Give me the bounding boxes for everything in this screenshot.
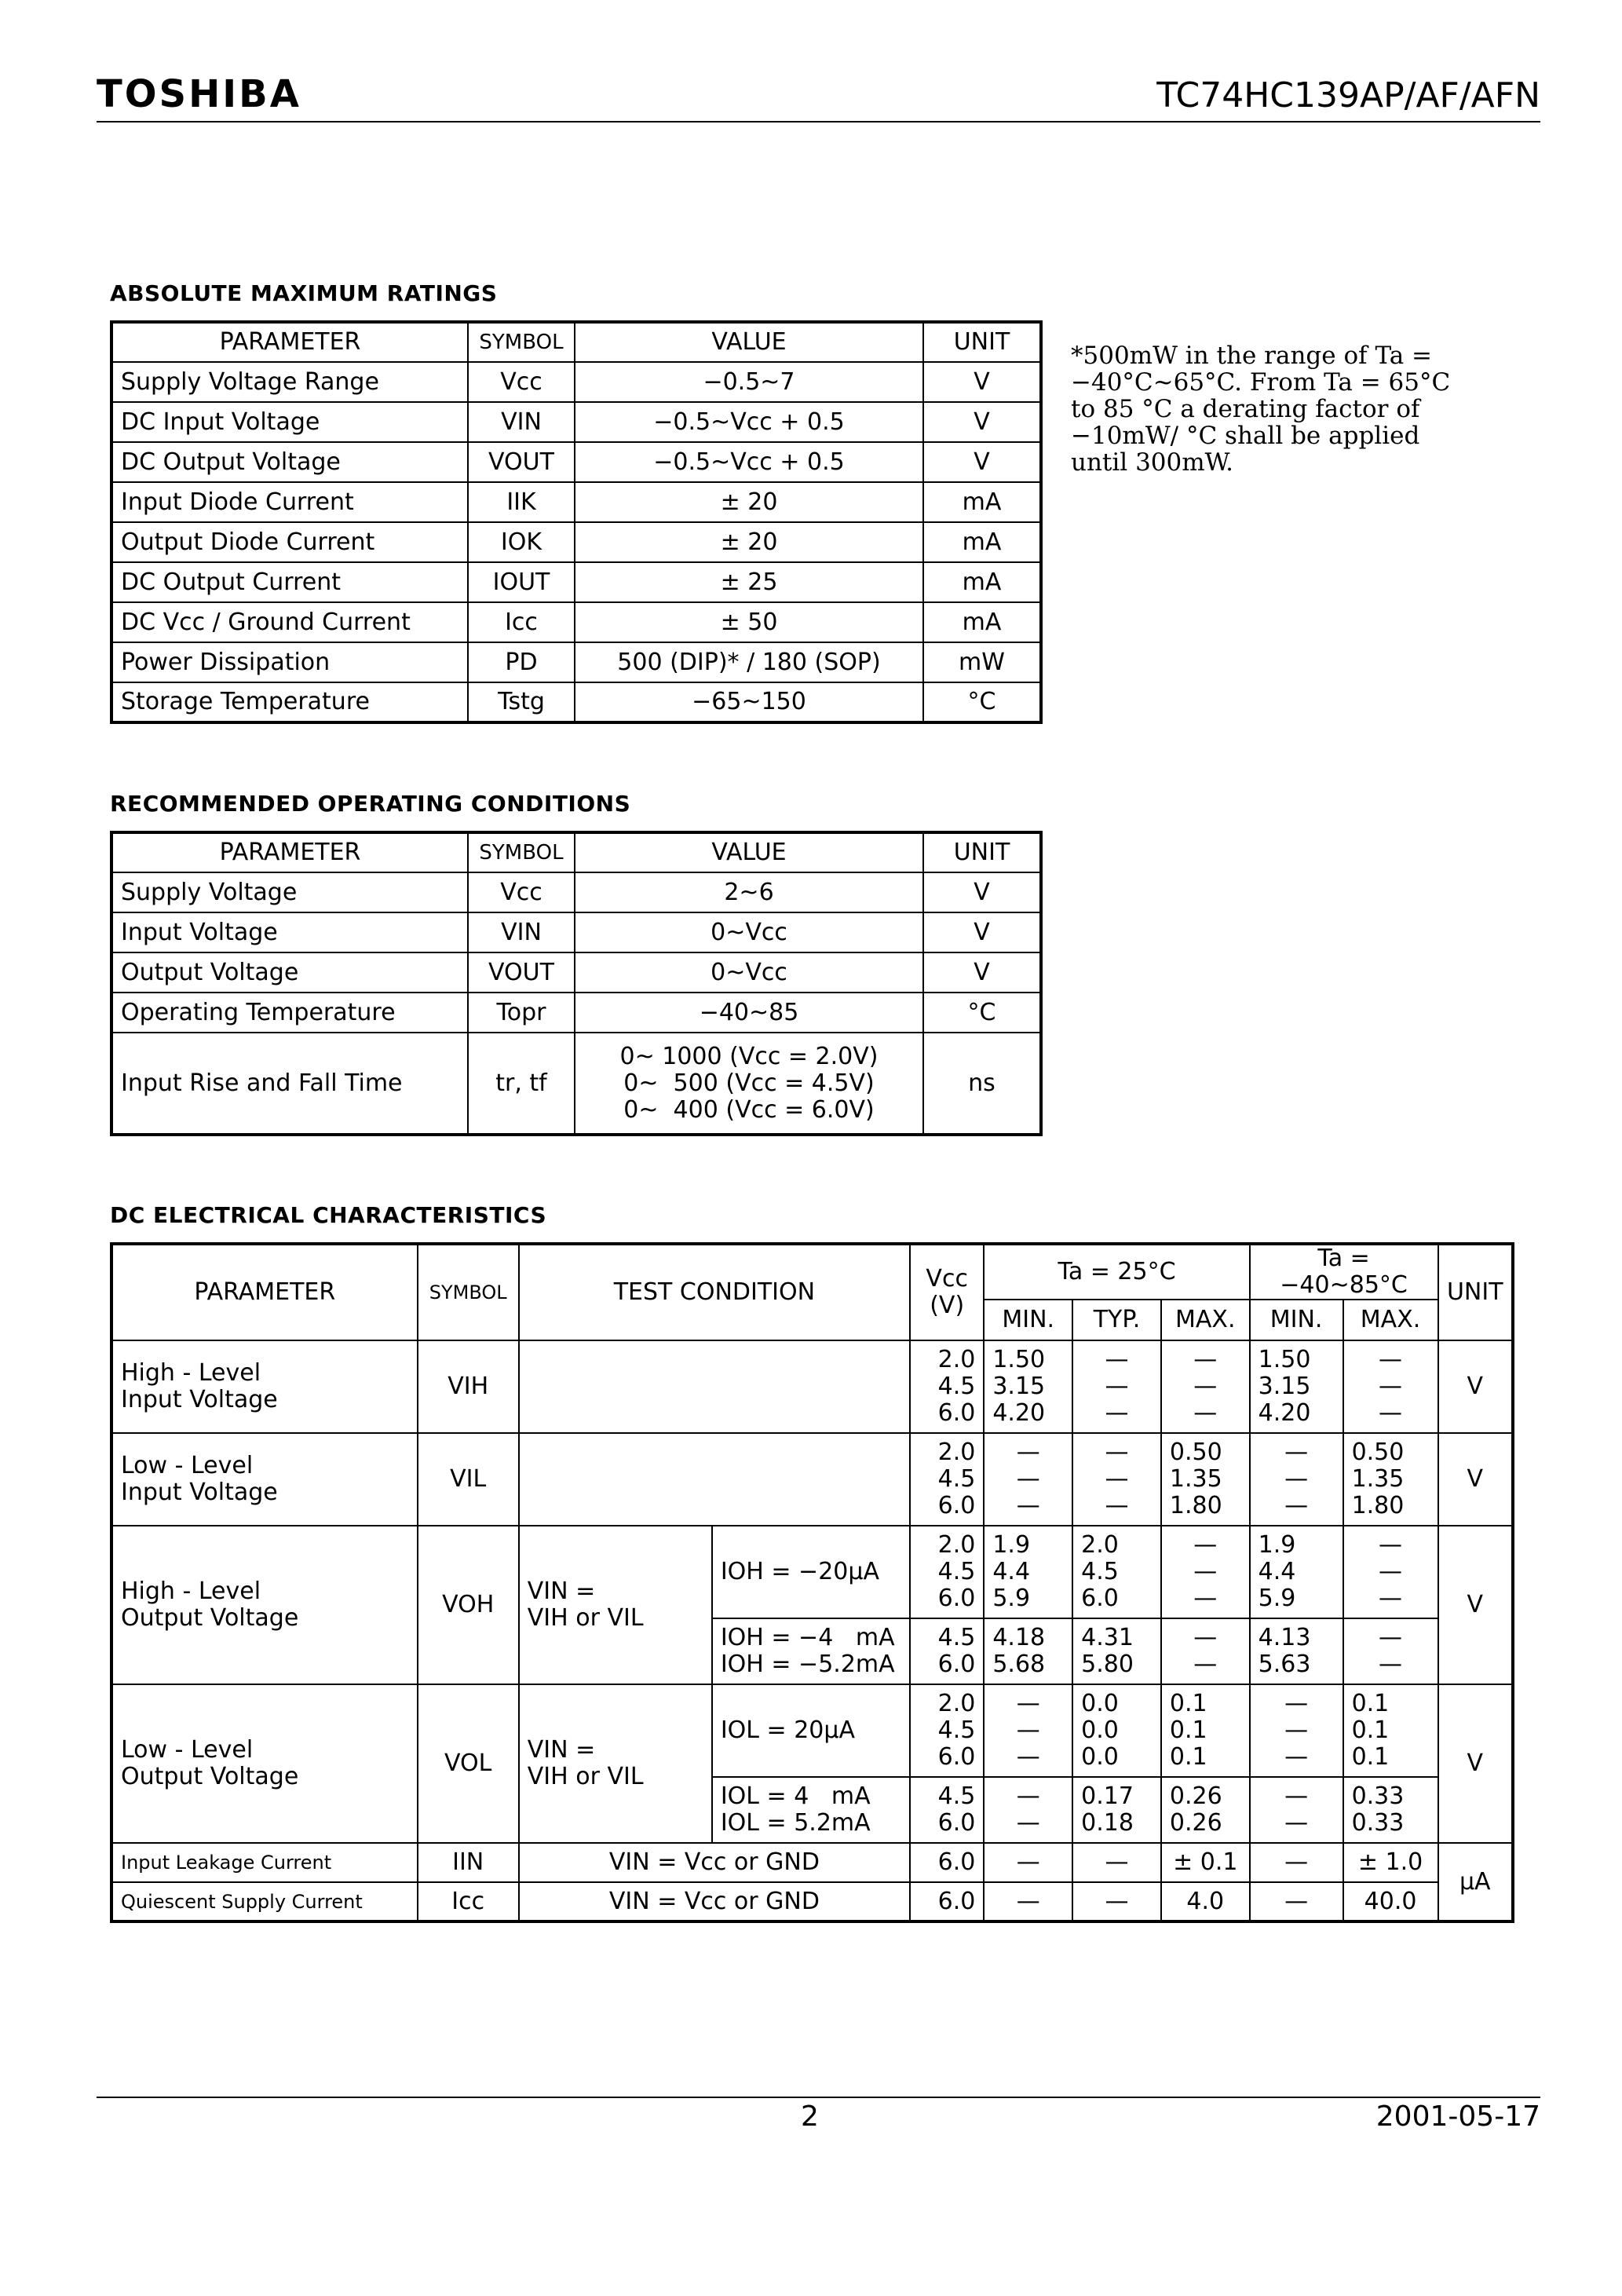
row-min: 4.18 5.68 [992,1624,1046,1678]
row-value: −0.5~7 [575,362,923,402]
table-row [111,442,1041,482]
row-parameter: Supply Voltage [111,872,468,912]
row-value: −0.5~Vcc + 0.5 [575,402,923,442]
header-vcc-unit: (V) [930,1292,965,1319]
row-symbol: Vcc [468,362,575,402]
table-row [111,562,1041,602]
row-unit: V [923,912,1041,952]
row-unit: mA [923,562,1041,602]
header-ta-range: Ta = −40~85°C [1250,1244,1438,1300]
table-row [111,1526,1513,1618]
row-min: — — — [1016,1690,1040,1771]
row-parameter: Input Diode Current [111,482,468,522]
header-typ: TYP. [1072,1300,1161,1340]
absolute-max-title: ABSOLUTE MAXIMUM RATINGS [110,280,498,306]
row-parameter: High - Level Output Voltage [121,1578,299,1632]
row-parameter: Low - Level Output Voltage [121,1736,299,1790]
row-symbol: Tstg [468,682,575,722]
table-row [111,952,1041,993]
table-header-row [111,832,1041,872]
header-divider [97,121,1540,122]
row-unit: V [923,872,1041,912]
row-symbol: IOK [468,522,575,562]
row-symbol: Icc [418,1882,519,1921]
row-unit: μA [1438,1843,1513,1921]
row-unit: ns [923,1033,1041,1135]
row-min-range: — — [1284,1782,1309,1837]
row-min: 1.50 3.15 4.20 [992,1346,1046,1427]
row-parameter: Operating Temperature [111,993,468,1033]
row-max: — — — [1193,1531,1218,1612]
row-condition [519,1433,910,1526]
dc-title: DC ELECTRICAL CHARACTERISTICS [110,1202,547,1228]
row-vcc: 2.0 4.5 6.0 [937,1346,976,1427]
row-parameter: Storage Temperature [111,682,468,722]
row-unit: V [1438,1684,1513,1843]
row-unit: mW [923,642,1041,682]
row-value: −0.5~Vcc + 0.5 [575,442,923,482]
header-symbol: SYMBOL [418,1244,519,1340]
row-vcc: 2.0 4.5 6.0 [937,1439,976,1519]
row-parameter: Quiescent Supply Current [111,1882,418,1921]
row-symbol: VIL [418,1433,519,1526]
row-unit: mA [923,522,1041,562]
row-min-range: 1.9 4.4 5.9 [1258,1531,1296,1612]
row-max: 4.0 [1161,1882,1250,1921]
row-min: — [984,1882,1072,1921]
header-parameter: PARAMETER [111,322,468,362]
row-max: — — — [1193,1346,1218,1427]
row-max: — — [1193,1624,1218,1678]
row-unit: V [1438,1433,1513,1526]
row-vcc: 4.5 6.0 [937,1782,976,1837]
header-max: MAX. [1161,1300,1250,1340]
table-row [111,402,1041,442]
header-value: VALUE [575,322,923,362]
row-symbol: IIN [418,1843,519,1882]
row-max-range: ± 1.0 [1343,1843,1438,1882]
table-row [111,993,1041,1033]
table-row [111,872,1041,912]
row-parameter: DC Output Current [111,562,468,602]
page-number: 2 [801,2100,819,2133]
row-typ: — [1072,1843,1161,1882]
header-vcc [910,1244,984,1340]
row-symbol: tr, tf [468,1033,575,1135]
row-value: ± 20 [575,482,923,522]
row-max: 0.26 0.26 [1169,1782,1222,1837]
row-sub-condition: IOH = −20μA [712,1526,910,1618]
header-symbol: SYMBOL [468,322,575,362]
row-min-range: — — — [1284,1690,1309,1771]
row-parameter: Input Leakage Current [111,1843,418,1882]
row-vcc: 2.0 4.5 6.0 [937,1690,976,1771]
recommended-table [110,831,1043,1136]
row-max-range: 40.0 [1343,1882,1438,1921]
table-row [111,1882,1513,1921]
row-min-range: — — — [1284,1439,1309,1519]
row-value: ± 50 [575,602,923,642]
row-parameter: DC Vcc / Ground Current [111,602,468,642]
table-row [111,642,1041,682]
row-max-range: 0.50 1.35 1.80 [1351,1439,1405,1519]
row-max: ± 0.1 [1161,1843,1250,1882]
row-symbol: VOUT [468,952,575,993]
row-symbol: Icc [468,602,575,642]
table-row [111,682,1041,722]
row-min-range: — [1250,1882,1343,1921]
row-value: −65~150 [575,682,923,722]
row-vcc: 6.0 [910,1843,984,1882]
row-unit: V [923,952,1041,993]
header-test-condition: TEST CONDITION [519,1244,910,1340]
dc-characteristics-table [110,1242,1514,1923]
row-symbol: VIN [468,402,575,442]
header-parameter: PARAMETER [111,1244,418,1340]
row-parameter: Output Diode Current [111,522,468,562]
row-parameter: Input Voltage [111,912,468,952]
row-max: 0.50 1.35 1.80 [1169,1439,1222,1519]
row-unit: V [1438,1526,1513,1684]
row-vcc: 6.0 [910,1882,984,1921]
row-typ: 0.17 0.18 [1081,1782,1134,1837]
table-header-row [111,322,1041,362]
row-typ: — [1072,1882,1161,1921]
row-symbol: VOL [418,1684,519,1843]
row-parameter: Input Rise and Fall Time [111,1033,468,1135]
row-value: ± 20 [575,522,923,562]
row-symbol: VIN [468,912,575,952]
row-unit: mA [923,482,1041,522]
row-condition: VIN = Vcc or GND [519,1843,910,1882]
row-unit: V [1438,1340,1513,1433]
row-parameter: Output Voltage [111,952,468,993]
table-row [111,602,1041,642]
row-min-range: 4.13 5.63 [1258,1624,1311,1678]
row-typ: 2.0 4.5 6.0 [1081,1531,1119,1612]
row-max-range: — — [1379,1624,1403,1678]
row-vcc: 2.0 4.5 6.0 [937,1531,976,1612]
row-value: −40~85 [575,993,923,1033]
footnote-text: *500mW in the range of Ta = −40°C~65°C. From Ta = 65°C to 85 °C a derating factor of −10mW/ °C shall be applied until 300mW. [1071,342,1451,477]
table-header-row [111,1244,1513,1300]
row-symbol: Topr [468,993,575,1033]
row-symbol: Vcc [468,872,575,912]
row-symbol: IOUT [468,562,575,602]
table-row [111,1843,1513,1882]
row-condition: VIN = VIH or VIL [527,1578,644,1632]
row-max-range: 0.33 0.33 [1351,1782,1405,1837]
row-unit: V [923,402,1041,442]
row-value: ± 25 [575,562,923,602]
header-value: VALUE [575,832,923,872]
header-ta25: Ta = 25°C [984,1244,1249,1300]
row-max: 0.1 0.1 0.1 [1169,1690,1207,1771]
header-parameter: PARAMETER [111,832,468,872]
rise-fall-values: 0~ 1000 (Vcc = 2.0V) 0~ 500 (Vcc = 4.5V) 0~ 400 (Vcc = 6.0V) [619,1042,879,1124]
row-parameter: Supply Voltage Range [111,362,468,402]
header-unit: UNIT [923,832,1041,872]
power-dissipation-footnote [1071,342,1463,476]
row-value [575,1033,923,1135]
row-min: — [984,1843,1072,1882]
row-sub-condition: IOL = 4 mA IOL = 5.2mA [720,1782,871,1837]
table-row [111,1433,1513,1526]
row-vcc: 4.5 6.0 [937,1624,976,1678]
table-row [111,1340,1513,1433]
row-sub-condition: IOL = 20μA [712,1684,910,1777]
row-parameter: High - Level Input Voltage [121,1359,278,1413]
row-sub-condition: IOH = −4 mA IOH = −5.2mA [720,1624,895,1678]
row-symbol: IIK [468,482,575,522]
row-unit: V [923,362,1041,402]
row-value: 2~6 [575,872,923,912]
row-min-range: — [1250,1843,1343,1882]
row-symbol: VOH [418,1526,519,1684]
table-row [111,1684,1513,1777]
table-row [111,362,1041,402]
row-unit: °C [923,682,1041,722]
row-parameter: DC Input Voltage [111,402,468,442]
row-parameter: DC Output Voltage [111,442,468,482]
row-typ: — — — [1105,1439,1129,1519]
row-max-range: 0.1 0.1 0.1 [1351,1690,1390,1771]
table-row [111,482,1041,522]
header-symbol: SYMBOL [468,832,575,872]
row-symbol: VOUT [468,442,575,482]
row-typ: — — — [1105,1346,1129,1427]
row-value: 500 (DIP)* / 180 (SOP) [575,642,923,682]
row-unit: °C [923,993,1041,1033]
brand-logo: TOSHIBA [97,72,301,116]
table-row [111,912,1041,952]
row-min: — — — [1016,1439,1040,1519]
row-unit: V [923,442,1041,482]
header-unit: UNIT [923,322,1041,362]
row-value: 0~Vcc [575,912,923,952]
row-condition: VIN = Vcc or GND [519,1882,910,1921]
row-min: 1.9 4.4 5.9 [992,1531,1031,1612]
row-max-range: — — — [1379,1346,1403,1427]
row-value: 0~Vcc [575,952,923,993]
row-parameter: Low - Level Input Voltage [121,1452,278,1506]
row-condition: VIN = VIH or VIL [527,1736,644,1790]
row-typ: 0.0 0.0 0.0 [1081,1690,1119,1771]
row-symbol: VIH [418,1340,519,1433]
header-min: MIN. [984,1300,1072,1340]
row-parameter: Power Dissipation [111,642,468,682]
header-max-range: MAX. [1343,1300,1438,1340]
header-min-range: MIN. [1250,1300,1343,1340]
header-unit: UNIT [1438,1244,1513,1340]
row-symbol: PD [468,642,575,682]
row-min-range: 1.50 3.15 4.20 [1258,1346,1311,1427]
row-unit: mA [923,602,1041,642]
table-row [111,522,1041,562]
absolute-max-table [110,320,1043,724]
table-row [111,1033,1041,1135]
recommended-title: RECOMMENDED OPERATING CONDITIONS [110,791,631,817]
row-condition [519,1340,910,1433]
header-vcc-label: Vcc [926,1265,968,1292]
row-typ: 4.31 5.80 [1081,1624,1134,1678]
document-date: 2001-05-17 [1375,2100,1540,2133]
part-number: TC74HC139AP/AF/AFN [1156,75,1540,115]
row-min: — — [1016,1782,1040,1837]
row-max-range: — — — [1379,1531,1403,1612]
